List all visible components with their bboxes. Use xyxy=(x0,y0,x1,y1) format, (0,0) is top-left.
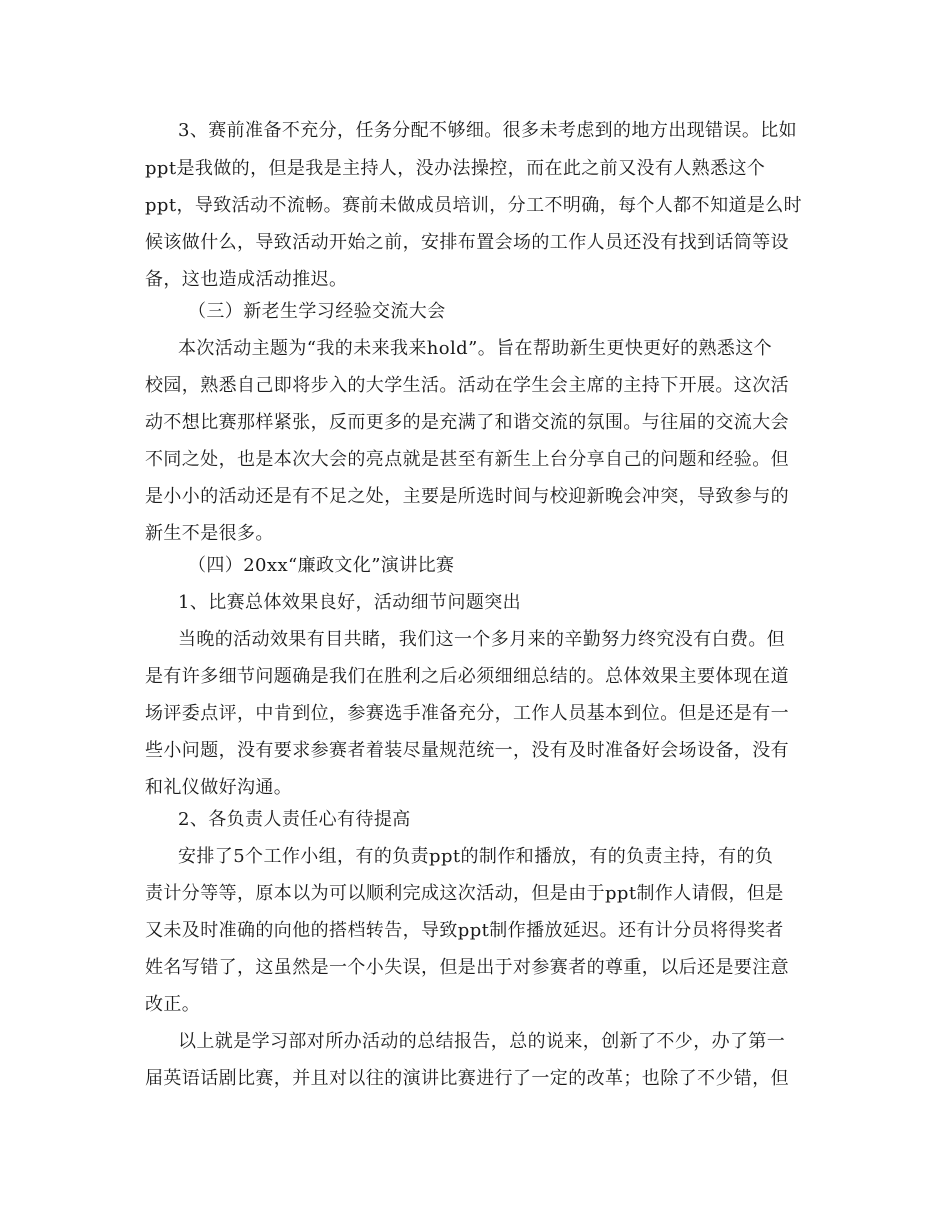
text-line: ppt是我做的，但是我是主持人，没办法操控，而在此之前又没有人熟悉这个 xyxy=(145,158,766,179)
subsection-heading: 2、各负责人责任心有待提高 xyxy=(178,809,411,830)
text-line: 本次活动主题为“我的未来我来hold”。旨在帮助新生更快更好的熟悉这个 xyxy=(178,338,773,359)
text-line: 又未及时准确的向他的搭档转告，导致ppt制作播放延迟。还有计分员将得奖者 xyxy=(145,920,784,941)
text-line: 以上就是学习部对所办活动的总结报告，总的说来，创新了不少，办了第一 xyxy=(178,1031,786,1052)
text-line: 改正。 xyxy=(145,994,201,1015)
subsection-heading: 1、比赛总体效果良好，活动细节问题突出 xyxy=(178,592,522,613)
text-line: 安排了5个工作小组，有的负责ppt的制作和播放，有的负责主持，有的负 xyxy=(178,846,774,867)
text-line: 动不想比赛那样紧张，反而更多的是充满了和谐交流的氛围。与往届的交流大会 xyxy=(145,412,789,433)
text-line: 和礼仪做好沟通。 xyxy=(145,777,293,798)
text-line: 责计分等等，原本以为可以顺利完成这次活动，但是由于ppt制作人请假，但是 xyxy=(145,883,784,904)
text-line: ppt，导致活动不流畅。赛前未做成员培训，分工不明确，每个人都不知道是么时 xyxy=(145,195,803,216)
text-line: 备，这也造成活动推迟。 xyxy=(145,269,348,290)
text-line: 届英语话剧比赛，并且对以往的演讲比赛进行了一定的改革；也除了不少错，但 xyxy=(145,1068,789,1089)
text-line: 不同之处，也是本次大会的亮点就是甚至有新生上台分享自己的问题和经验。但 xyxy=(145,449,789,470)
text-line: 是有许多细节问题确是我们在胜利之后必须细细总结的。总体效果主要体现在道 xyxy=(145,666,789,687)
text-line: 是小小的活动还是有不足之处，主要是所选时间与校迎新晚会冲突，导致参与的 xyxy=(145,486,789,507)
text-line: 场评委点评，中肯到位，参赛选手准备充分，工作人员基本到位。但是还是有一 xyxy=(145,703,789,724)
text-line: 校园，熟悉自己即将步入的大学生活。活动在学生会主席的主持下开展。这次活 xyxy=(145,375,789,396)
text-line: 新生不是很多。 xyxy=(145,523,274,544)
text-line: 当晚的活动效果有目共睹，我们这一个多月来的辛勤努力终究没有白费。但 xyxy=(178,629,786,650)
section-heading: （三）新老生学习经验交流大会 xyxy=(188,301,446,322)
text-line: 些小问题，没有要求参赛者着装尽量规范统一，没有及时准备好会场设备，没有 xyxy=(145,740,789,761)
text-line: 候该做什么，导致活动开始之前，安排布置会场的工作人员还没有找到话筒等设 xyxy=(145,232,789,253)
text-line: 姓名写错了，这虽然是一个小失误，但是出于对参赛者的尊重，以后还是要注意 xyxy=(145,957,789,978)
text-line: 3、赛前准备不充分，任务分配不够细。很多未考虑到的地方出现错误。比如 xyxy=(178,120,798,141)
section-heading: （四）20xx“廉政文化”演讲比赛 xyxy=(188,555,455,576)
